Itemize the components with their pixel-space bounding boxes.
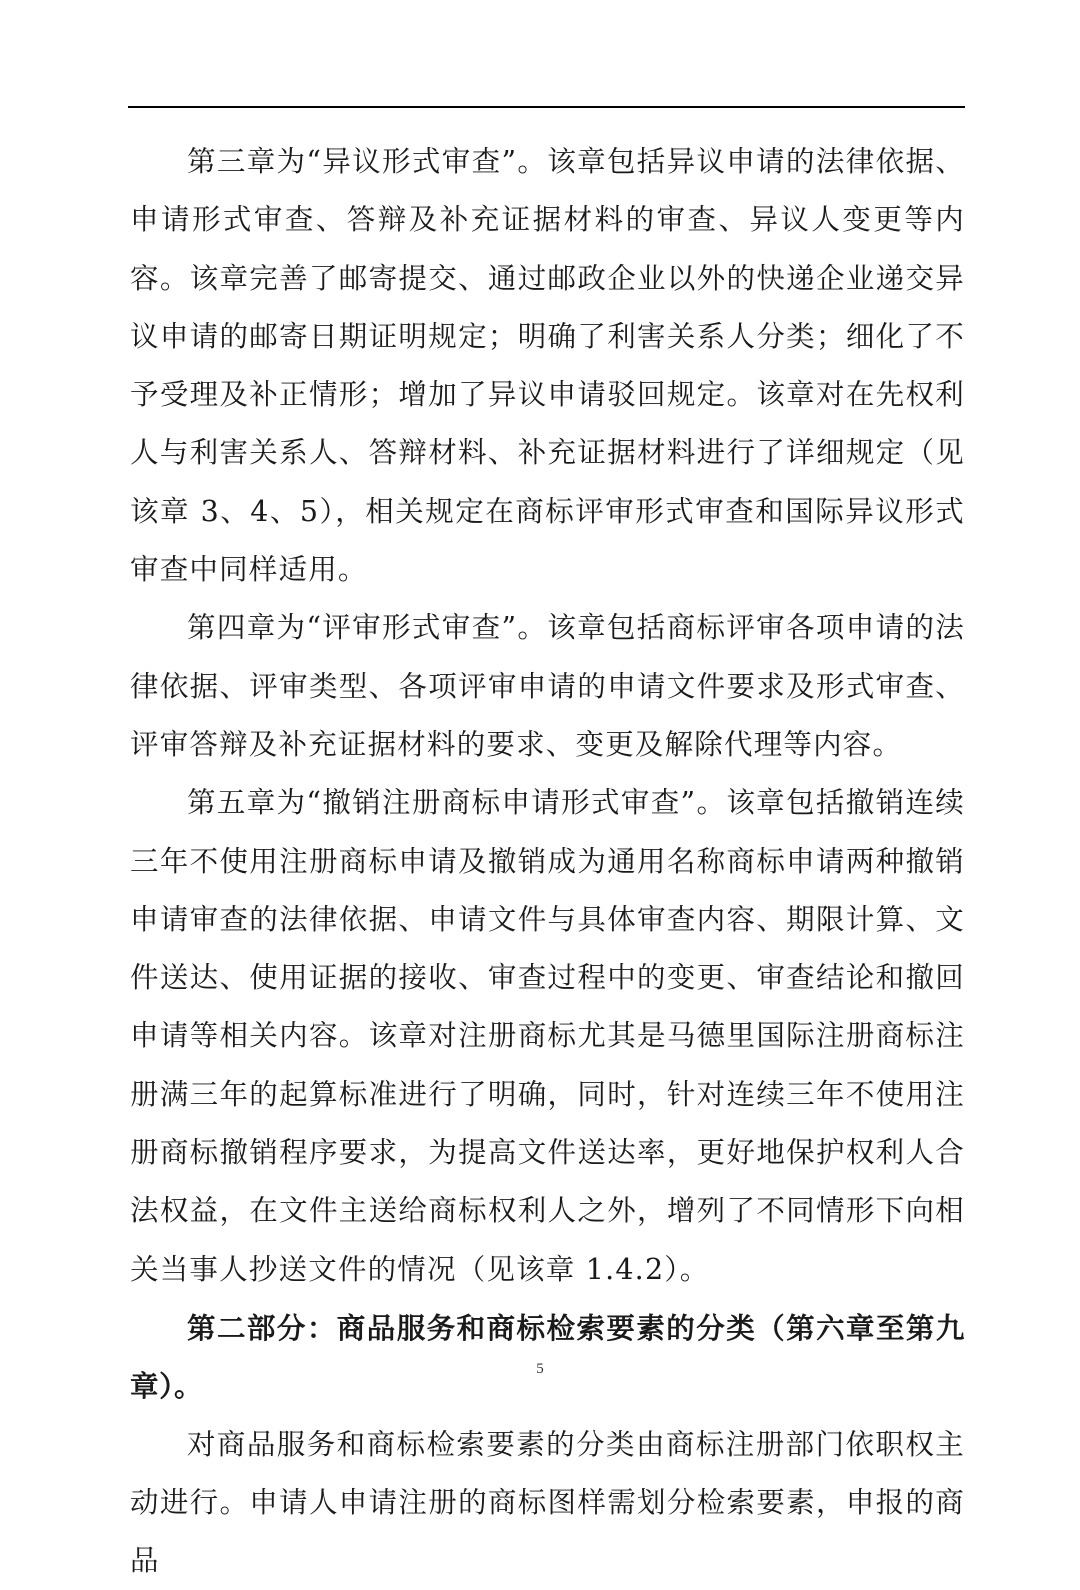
paragraph-chapter-3: 第三章为“异议形式审查”。该章包括异议申请的法律依据、申请形式审查、答辩及补充证据材料的审查、异议人变更等内容。该章完善了邮寄提交、通过邮政企业以外的快递企业递交异议申请的邮寄日期证明规定；明确了利害关系人分类；细化了不予受理及补正情形；增加了异议申请驳回规定。该章对在先权利人与利害关系人、答辩材料、补充证据材料进行了详细规定（见该章 3、4、5），相关规定在商标评审形式审查和国际异议形式审查中同样适用。 [130,145,965,587]
section-heading-part-2: 第二部分：商品服务和商标检索要素的分类（第六章至第九章）。 [130,1310,965,1404]
paragraph-classification: 对商品服务和商标检索要素的分类由商标注册部门依职权主动进行。申请人申请注册的商标图样需划分检索要素，申报的商品 [130,1427,965,1578]
paragraph-chapter-4: 第四章为“评审形式审查”。该章包括商标评审各项申请的法律依据、评审类型、各项评审申请的申请文件要求及形式审查、评审答辩及补充证据材料的要求、变更及解除代理等内容。 [130,611,965,761]
paragraph-chapter-5: 第五章为“撤销注册商标申请形式审查”。该章包括撤销连续三年不使用注册商标申请及撤销成为通用名称商标申请两种撤销申请审查的法律依据、申请文件与具体审查内容、期限计算、文件送达、使用证据的接收、审查过程中的变更、审查结论和撤回申请等相关内容。该章对注册商标尤其是马德里国际注册商标注册满三年的起算标准进行了明确，同时，针对连续三年不使用注册商标撤销程序要求，为提高文件送达率，更好地保护权利人合法权益，在文件主送给商标权利人之外，增列了不同情形下向相关当事人抄送文件的情况（见该章 1.4.2）。 [130,786,965,1286]
header-rule [128,106,965,108]
page-number: 5 [536,1361,544,1377]
